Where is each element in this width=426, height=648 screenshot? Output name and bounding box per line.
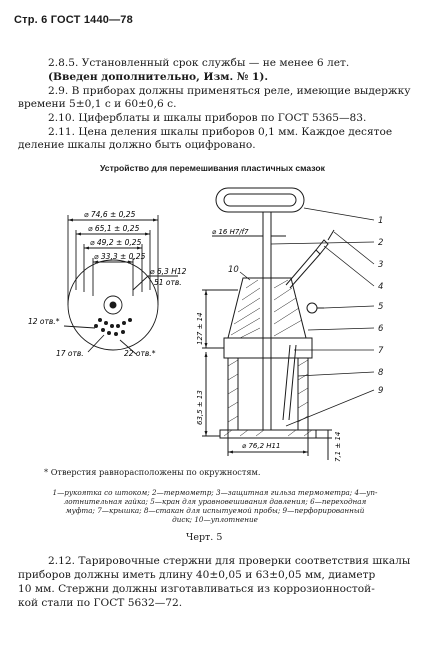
callout-1: 1 (378, 216, 384, 226)
callout-5: 5 (378, 302, 384, 312)
clause-2-8-5-amendment: (Введен дополнительно, Изм. № 1). (48, 71, 269, 83)
dim-base-d: ⌀ 76,2 H11 (242, 442, 281, 450)
clause-2-12-line1: 2.12. Тарировочные стержни для проверки соответствия шкалы (48, 555, 411, 567)
page-header: Стр. 6 ГОСТ 1440—78 (14, 14, 133, 26)
callout-9: 9 (378, 386, 384, 396)
dim-h127: 127 ± 14 (196, 312, 204, 345)
clause-2-9-line1: 2.9. В приборах должны применяться реле, имеющие выдержку (48, 85, 411, 97)
clause-2-8-5: 2.8.5. Установленный срок службы — не менее 6 лет. (48, 57, 350, 69)
clause-2-12-line4: кой стали по ГОСТ 5632—72. (18, 597, 183, 609)
figure-caption: Устройство для перемешивания пластичных смазок (100, 163, 325, 173)
dim-h635: 63,5 ± 13 (196, 390, 204, 425)
clause-2-10: 2.10. Циферблаты и шкалы приборов по ГОСТ 5365—83. (48, 112, 367, 124)
dim-hole-12: 12 отв.* (28, 317, 60, 326)
legend-line: лотнительная гайка; 5—кран для уравновешивания давления; 6—переходная (63, 497, 367, 506)
dim-d333: ⌀ 33,3 ± 0,25 (94, 252, 146, 261)
callout-4: 4 (378, 282, 384, 292)
clause-2-9-line2: времени 5±0,1 с и 60±0,6 с. (18, 98, 177, 110)
callout-8: 8 (378, 368, 384, 378)
callout-6: 6 (378, 324, 384, 334)
callout-7: 7 (378, 346, 384, 356)
dim-d651: ⌀ 65,1 ± 0,25 (88, 224, 140, 233)
clause-2-11-line1: 2.11. Цена деления шкалы приборов 0,1 мм. Каждое десятое (48, 126, 393, 138)
dim-d746: ⌀ 74,6 ± 0,25 (84, 210, 136, 219)
dim-hole-17: 17 отв. (56, 349, 84, 358)
clause-2-12-line2: приборов должны иметь длину 40±0,05 и 63±0,05 мм, диаметр (18, 569, 376, 581)
mixing-device-drawing (28, 180, 418, 470)
dim-base-h: 7,1 ± 14 (334, 431, 342, 462)
dim-d492: ⌀ 49,2 ± 0,25 (90, 238, 142, 247)
callout-3: 3 (378, 260, 384, 270)
figure-label: Черт. 5 (186, 532, 223, 543)
clause-2-12-line3: 10 мм. Стержни должны изготавливаться из коррозионностой- (18, 583, 375, 595)
legend-line: диск; 10—уплотнение (172, 515, 258, 524)
dim-hole-51: 51 отв. (154, 278, 182, 287)
dim-shaft: ⌀ 16 H7/f7 (212, 228, 249, 236)
legend-line: 1—рукоятка со штоком; 2—термометр; 3—защитная гильза термометра; 4—уп- (52, 488, 378, 497)
section-arrows (205, 290, 309, 454)
callout-10: 10 (228, 265, 239, 275)
callout-2: 2 (378, 238, 384, 248)
clause-2-11-line2: деление шкалы должно быть оцифровано. (18, 139, 256, 151)
figure-legend (22, 488, 408, 524)
legend-line: муфта; 7—крышка; 8—стакан для испытуемой пробы; 9—перфорированный (65, 506, 365, 515)
dim-hole-22: 22 отв.* (124, 349, 156, 358)
callout-leaders (240, 208, 374, 426)
figure-footnote: * Отверстия равнорасположены по окружностям. (44, 467, 261, 477)
dim-hole-dia: ⌀ 6,3 H12 (150, 267, 187, 276)
disk-holes (94, 302, 132, 337)
